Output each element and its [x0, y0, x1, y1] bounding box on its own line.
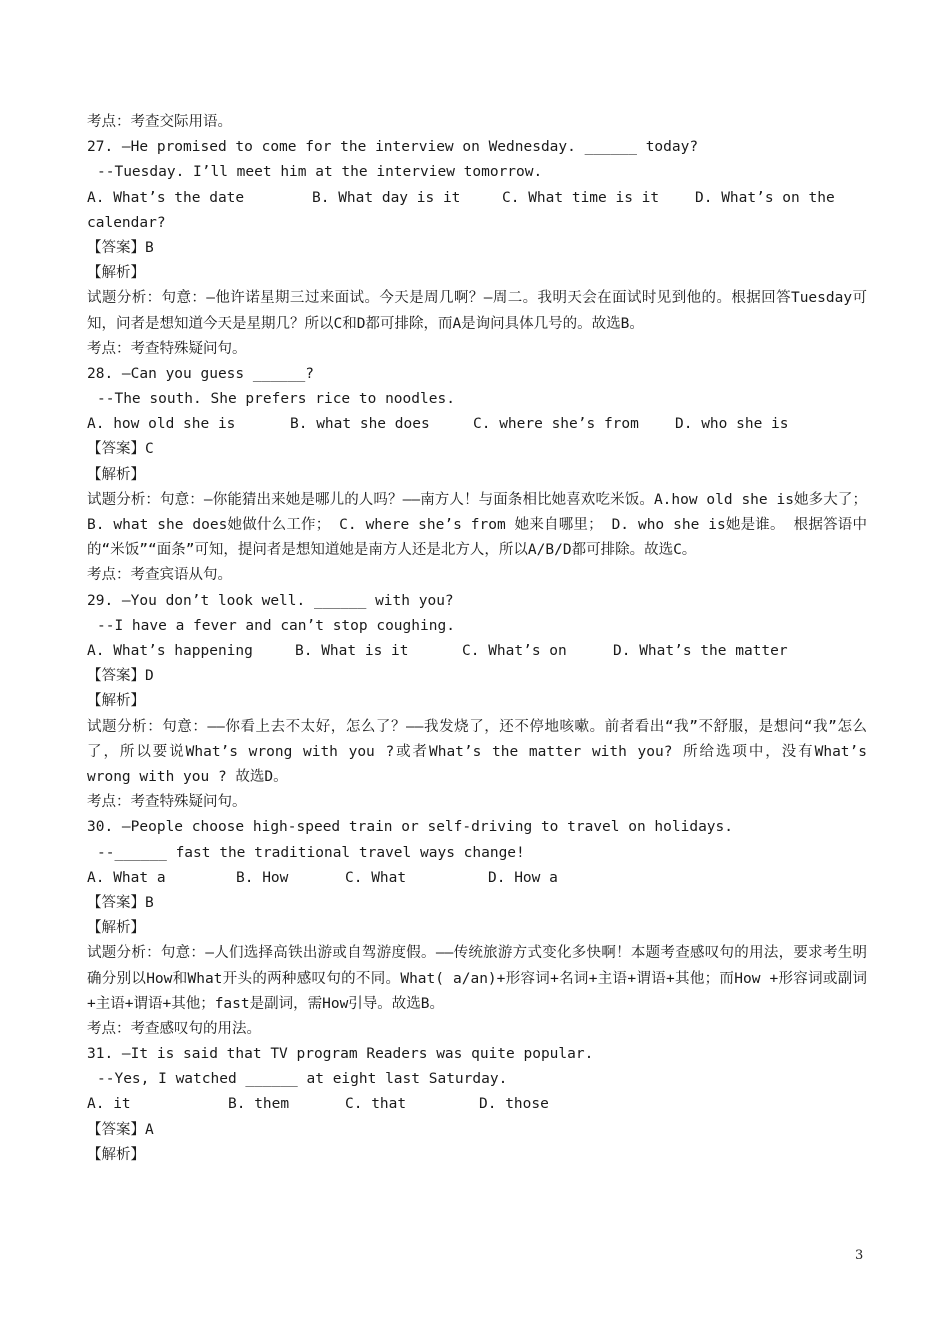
q29-option-b: B. What is it — [295, 643, 409, 660]
q28-analysis: 试题分析：句意：—你能猜出来她是哪儿的人吗？——南方人！与面条相比她喜欢吃米饭。A.how old she is她多大了； B. what she does她做什么工作； C. where she’s from 她来自哪里； D. who she is她是谁。 根据答语中的“米饭”“面条”可知，提问者是想知道她是南方人还是北方人，所以A/B/D都可排除。故选C。 — [87, 491, 867, 559]
q28-kaodian: 考点：考查宾语从句。 — [87, 567, 232, 584]
q31-reply: --Yes, I watched ______ at eight last Saturday. — [97, 1071, 508, 1088]
q27-analysis: 试题分析：句意：—他许诺星期三过来面试。今天是周几啊？—周二。我明天会在面试时见到他的。根据回答Tuesday可知，问者是想知道今天是星期几？所以C和D都可排除，而A是询问具体几号的。故选B。 — [87, 290, 867, 332]
q30-analysis: 试题分析：句意：—人们选择高铁出游或自驾游度假。——传统旅游方式变化多快啊！本题考查感叹句的用法，要求考生明确分别以How和What开头的两种感叹句的不同。What( a/an)+形容词+名词+主语+谓语+其他；而How +形容词或副词+主语+谓语+其他；fast是副词，需How引导。故选B。 — [87, 945, 867, 1012]
q31-answer: 【答案】A — [87, 1121, 154, 1138]
q30-jiexi: 【解析】 — [87, 920, 145, 937]
q27-option-a: A. What’s the date — [87, 189, 245, 206]
q27-jiexi: 【解析】 — [87, 265, 145, 282]
q31-jiexi: 【解析】 — [87, 1146, 145, 1163]
q28-reply: --The south. She prefers rice to noodles. — [97, 391, 455, 408]
q29-reply: --I have a fever and can’t stop coughing. — [97, 617, 455, 634]
q28-option-d: D. who she is — [675, 416, 789, 433]
q28-answer: 【答案】C — [87, 441, 154, 458]
q30-option-c: C. What — [345, 869, 407, 886]
q30-option-d: D. How a — [488, 869, 558, 886]
q31-option-d: D. those — [479, 1096, 549, 1113]
q30-stem: 30. –People choose high-speed train or self-driving to travel on holidays. — [87, 819, 734, 836]
q29-option-d: D. What’s the matter — [613, 643, 788, 660]
q27-option-c: C. What time is it — [502, 189, 660, 206]
q31-options — [87, 1092, 867, 1117]
q28-option-a: A. how old she is — [87, 416, 236, 433]
q28-option-c: C. where she’s from — [473, 416, 639, 433]
q29-analysis: 试题分析：句意：——你看上去不太好，怎么了？——我发烧了，还不停地咳嗽。前者看出“我”不舒服，是想问“我”怎么了，所以要说What’s wrong with you ?或者What’s the matter with you? 所给选项中，没有What’s wrong with you ? 故选D。 — [87, 718, 867, 785]
q28-stem: 28. –Can you guess ______? — [87, 365, 314, 382]
page-content — [87, 110, 867, 1168]
q31-stem: 31. –It is said that TV program Readers was quite popular. — [87, 1046, 594, 1063]
q30-option-a: A. What a — [87, 869, 166, 886]
q29-answer: 【答案】D — [87, 668, 154, 685]
page-number: 3 — [855, 1248, 864, 1263]
q27-answer: 【答案】B — [87, 239, 154, 256]
q30-reply: --______ fast the traditional travel ways change! — [97, 844, 525, 861]
q29-option-a: A. What’s happening — [87, 643, 253, 660]
q30-kaodian: 考点：考查感叹句的用法。 — [87, 1020, 261, 1037]
q29-option-c: C. What’s on — [462, 643, 567, 660]
q31-option-a: A. it — [87, 1096, 131, 1113]
q31-option-b: B. them — [228, 1096, 290, 1113]
q28-option-b: B. what she does — [290, 416, 430, 433]
q27-option-d-cont: calendar? — [87, 214, 166, 231]
q30-options — [87, 866, 867, 891]
q28-options — [87, 412, 867, 437]
q27-options — [87, 186, 867, 211]
q27-reply: --Tuesday. I’ll meet him at the interview tomorrow. — [97, 164, 543, 181]
q26-kaodian: 考点：考查交际用语。 — [87, 114, 232, 130]
q27-option-b: B. What day is it — [312, 189, 461, 206]
q29-stem: 29. –You don’t look well. ______ with you? — [87, 592, 454, 609]
q31-option-c: C. that — [345, 1096, 407, 1113]
q30-option-b: B. How — [236, 869, 289, 886]
q27-option-d: D. What’s on the — [695, 189, 835, 206]
q29-options — [87, 639, 867, 664]
q29-jiexi: 【解析】 — [87, 693, 145, 710]
q29-kaodian: 考点：考查特殊疑问句。 — [87, 794, 247, 811]
q28-jiexi: 【解析】 — [87, 466, 145, 483]
q30-answer: 【答案】B — [87, 894, 154, 911]
q27-kaodian: 考点：考查特殊疑问句。 — [87, 340, 247, 357]
q27-stem: 27. –He promised to come for the interview on Wednesday. ______ today? — [87, 139, 699, 156]
